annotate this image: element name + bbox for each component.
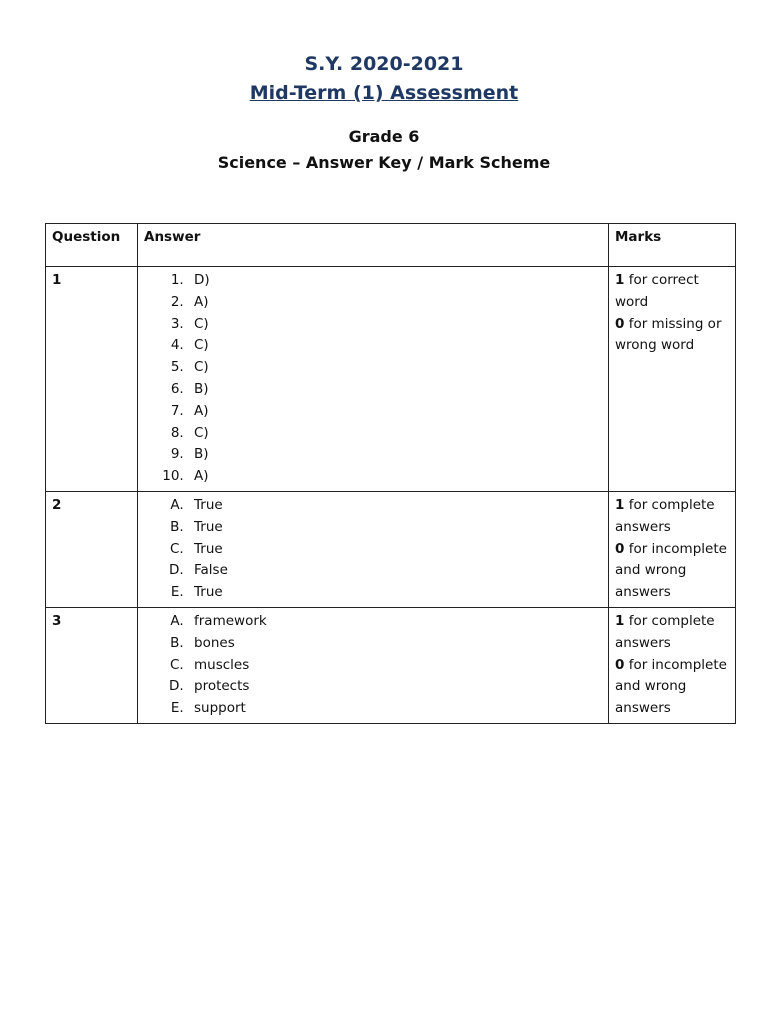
answer-cell [138, 267, 609, 492]
marks-line [615, 611, 729, 655]
answer-item: A. True [188, 495, 602, 517]
assessment-title: Mid-Term (1) Assessment [249, 82, 519, 104]
answer-item: C. True [188, 539, 602, 561]
answer-item: 5. C) [188, 357, 602, 379]
question-number: 3 [46, 607, 138, 723]
answer-item: D. protects [188, 676, 602, 698]
answer-item: 2. A) [188, 292, 602, 314]
marks-score: 1 [615, 496, 625, 513]
marks-text: for complete answers [615, 612, 715, 651]
marks-text: for incomplete and wrong answers [615, 656, 727, 717]
marks-text: for complete answers [615, 496, 715, 535]
marks-score: 1 [615, 272, 625, 288]
table-row [46, 491, 736, 607]
table-header-row [46, 224, 736, 267]
header-answer: Answer [138, 224, 609, 267]
answer-item: E. support [188, 698, 602, 720]
answer-list [144, 495, 602, 604]
marks-line [615, 270, 729, 314]
answer-cell [138, 491, 609, 607]
marks-cell [609, 491, 736, 607]
school-year: S.Y. 2020-2021 [304, 53, 464, 75]
answer-item: E. True [188, 582, 602, 604]
answer-item: 3. C) [188, 314, 602, 336]
answer-item: D. False [188, 560, 602, 582]
marks-text: for missing or wrong word [615, 315, 722, 354]
answer-list [144, 270, 602, 488]
marks-cell [609, 267, 736, 492]
answer-item: B. True [188, 517, 602, 539]
answer-item: B. bones [188, 633, 602, 655]
marks-line [615, 539, 729, 604]
document-header [0, 50, 768, 176]
marks-line [615, 495, 729, 539]
table-row [46, 267, 736, 492]
marks-score: 1 [615, 612, 625, 629]
marks-cell [609, 607, 736, 723]
marks-text: for correct word [615, 272, 699, 310]
answer-item: C. muscles [188, 655, 602, 677]
answer-item: 6. B) [188, 379, 602, 401]
marks-score: 0 [615, 540, 625, 557]
marks-score: 0 [615, 656, 625, 673]
answer-item: 1. D) [188, 270, 602, 292]
question-number: 2 [46, 491, 138, 607]
answer-item: 9. B) [188, 444, 602, 466]
answer-item: 8. C) [188, 423, 602, 445]
marks-line [615, 314, 729, 358]
marks-line [615, 655, 729, 720]
answer-key-table [45, 223, 736, 724]
answer-item: A. framework [188, 611, 602, 633]
grade-heading: Grade 6 [348, 127, 420, 146]
marks-text: for incomplete and wrong answers [615, 540, 727, 601]
subject-heading: Science – Answer Key / Mark Scheme [217, 153, 551, 172]
header-marks: Marks [609, 224, 736, 267]
answer-list [144, 611, 602, 720]
marks-score: 0 [615, 315, 625, 332]
answer-cell [138, 607, 609, 723]
table-row [46, 607, 736, 723]
header-question: Question [46, 224, 138, 267]
answer-item: 10. A) [188, 466, 602, 488]
question-number: 1 [46, 267, 138, 492]
answer-item: 4. C) [188, 335, 602, 357]
answer-item: 7. A) [188, 401, 602, 423]
